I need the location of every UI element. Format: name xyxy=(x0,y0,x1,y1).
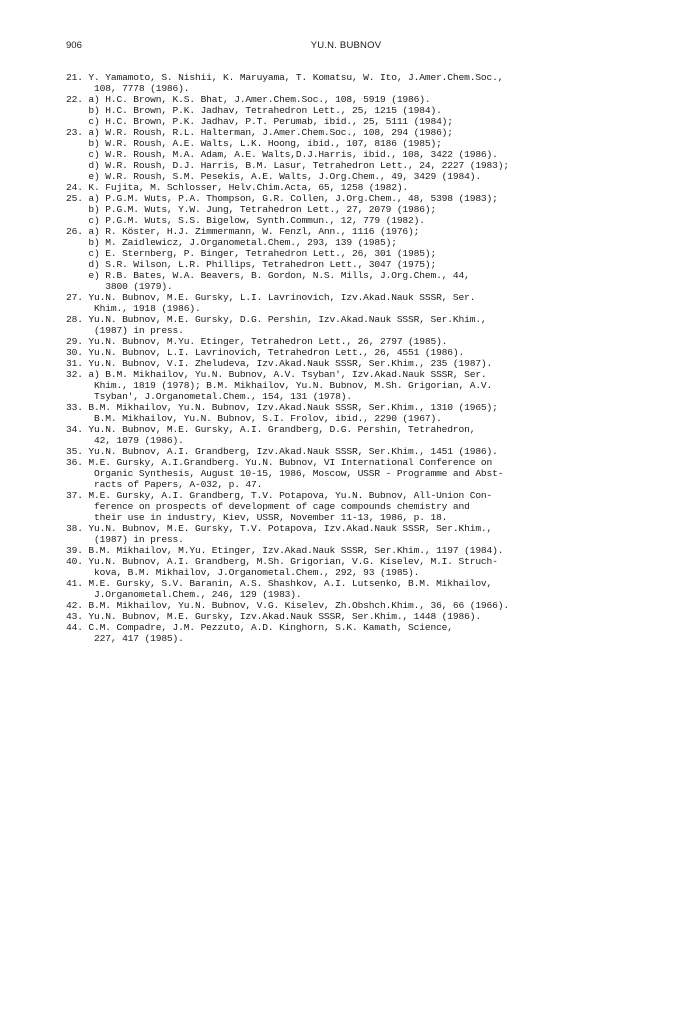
reference-line: 33. B.M. Mikhailov, Yu.N. Bubnov, Izv.Akad.Nauk SSSR, Ser.Khim., 1310 (1965); xyxy=(66,402,498,413)
reference-line: 30. Yu.N. Bubnov, L.I. Lavrinovich, Tetrahedron Lett., 26, 4551 (1986). xyxy=(66,347,465,358)
reference-line: c) H.C. Brown, P.K. Jadhav, P.T. Perumab, ibid., 25, 5111 (1984); xyxy=(66,116,453,127)
reference-line: 25. a) P.G.M. Wuts, P.A. Thompson, G.R. Collen, J.Org.Chem., 48, 5398 (1983); xyxy=(66,193,498,204)
reference-line: 36. M.E. Gursky, A.I.Grandberg. Yu.N. Bubnov, VI International Conference on xyxy=(66,457,493,468)
reference-line: b) P.G.M. Wuts, Y.W. Jung, Tetrahedron Lett., 27, 2079 (1986); xyxy=(66,204,437,215)
reference-line: 32. a) B.M. Mikhailov, Yu.N. Bubnov, A.V. Tsyban', Izv.Akad.Nauk SSSR, Ser. xyxy=(66,369,487,380)
reference-line: 28. Yu.N. Bubnov, M.E. Gursky, D.G. Pershin, Izv.Akad.Nauk SSSR, Ser.Khim., xyxy=(66,314,487,325)
reference-line: Khim., 1819 (1978); B.M. Mikhailov, Yu.N. Bubnov, M.Sh. Grigorian, A.V. xyxy=(66,380,493,391)
reference-line: c) E. Sternberg, P. Binger, Tetrahedron Lett., 26, 301 (1985); xyxy=(66,248,437,259)
reference-line: 40. Yu.N. Bubnov, A.I. Grandberg, M.Sh. Grigorian, V.G. Kiselev, M.I. Struch- xyxy=(66,556,498,567)
reference-line: 26. a) R. Köster, H.J. Zimmermann, W. Fenzl, Ann., 1116 (1976); xyxy=(66,226,420,237)
reference-line: 41. M.E. Gursky, S.V. Baranin, A.S. Shashkov, A.I. Lutsenko, B.M. Mikhailov, xyxy=(66,578,493,589)
reference-line: Tsyban', J.Organometal.Chem., 154, 131 (1978). xyxy=(66,391,352,402)
reference-list xyxy=(66,72,626,644)
reference-line: (1987) in press. xyxy=(66,325,184,336)
reference-line: d) S.R. Wilson, L.R. Phillips, Tetrahedron Lett., 3047 (1975); xyxy=(66,259,437,270)
reference-line: 21. Y. Yamamoto, S. Nishii, K. Maruyama, T. Komatsu, W. Ito, J.Amer.Chem.Soc., xyxy=(66,72,504,83)
reference-line: b) M. Zaidlewicz, J.Organometal.Chem., 293, 139 (1985); xyxy=(66,237,397,248)
reference-line: 27. Yu.N. Bubnov, M.E. Gursky, L.I. Lavrinovich, Izv.Akad.Nauk SSSR, Ser. xyxy=(66,292,476,303)
reference-line: 38. Yu.N. Bubnov, M.E. Gursky, T.V. Potapova, Izv.Akad.Nauk SSSR, Ser.Khim., xyxy=(66,523,493,534)
reference-line: 43. Yu.N. Bubnov, M.E. Gursky, Izv.Akad.Nauk SSSR, Ser.Khim., 1448 (1986). xyxy=(66,611,481,622)
reference-line: Khim., 1918 (1986). xyxy=(66,303,201,314)
reference-line: 42. B.M. Mikhailov, Yu.N. Bubnov, V.G. Kiselev, Zh.Obshch.Khim., 36, 66 (1966). xyxy=(66,600,509,611)
reference-line: B.M. Mikhailov, Yu.N. Bubnov, S.I. Frolov, ibid., 2290 (1967). xyxy=(66,413,442,424)
reference-line: 23. a) W.R. Roush, R.L. Halterman, J.Amer.Chem.Soc., 108, 294 (1986); xyxy=(66,127,453,138)
reference-line: c) P.G.M. Wuts, S.S. Bigelow, Synth.Commun., 12, 779 (1982). xyxy=(66,215,425,226)
reference-line: their use in industry, Kiev, USSR, November 11-13, 1986, p. 18. xyxy=(66,512,448,523)
reference-line: racts of Papers, A-032, p. 47. xyxy=(66,479,263,490)
reference-line: 42, 1079 (1986). xyxy=(66,435,184,446)
reference-line: 37. M.E. Gursky, A.I. Grandberg, T.V. Potapova, Yu.N. Bubnov, All-Union Con- xyxy=(66,490,493,501)
reference-line: c) W.R. Roush, M.A. Adam, A.E. Walts,D.J.Harris, ibid., 108, 3422 (1986). xyxy=(66,149,498,160)
reference-line: 29. Yu.N. Bubnov, M.Yu. Etinger, Tetrahedron Lett., 26, 2797 (1985). xyxy=(66,336,448,347)
reference-line: 108, 7778 (1986). xyxy=(66,83,190,94)
reference-line: J.Organometal.Chem., 246, 129 (1983). xyxy=(66,589,302,600)
reference-line: 24. K. Fujita, M. Schlosser, Helv.Chim.Acta, 65, 1258 (1982). xyxy=(66,182,409,193)
reference-line: 22. a) H.C. Brown, K.S. Bhat, J.Amer.Chem.Soc., 108, 5919 (1986). xyxy=(66,94,431,105)
reference-line: e) W.R. Roush, S.M. Pesekis, A.E. Walts, J.Org.Chem., 49, 3429 (1984). xyxy=(66,171,481,182)
page-number: 906 xyxy=(66,40,82,51)
page-header xyxy=(66,40,626,54)
running-title: YU.N. BUBNOV xyxy=(310,40,382,51)
reference-line: 227, 417 (1985). xyxy=(66,633,184,644)
reference-line: 31. Yu.N. Bubnov, V.I. Zheludeva, Izv.Akad.Nauk SSSR, Ser.Khim., 235 (1987). xyxy=(66,358,493,369)
reference-line: ference on prospects of development of cage compounds chemistry and xyxy=(66,501,470,512)
reference-line: 34. Yu.N. Bubnov, M.E. Gursky, A.I. Grandberg, D.G. Pershin, Tetrahedron, xyxy=(66,424,476,435)
reference-line: d) W.R. Roush, D.J. Harris, B.M. Lasur, Tetrahedron Lett., 24, 2227 (1983); xyxy=(66,160,509,171)
reference-line: kova, B.M. Mikhailov, J.Organometal.Chem., 292, 93 (1985). xyxy=(66,567,420,578)
reference-line: b) H.C. Brown, P.K. Jadhav, Tetrahedron Lett., 25, 1215 (1984). xyxy=(66,105,442,116)
reference-line: e) R.B. Bates, W.A. Beavers, B. Gordon, N.S. Mills, J.Org.Chem., 44, xyxy=(66,270,470,281)
reference-line: 44. C.M. Compadre, J.M. Pezzuto, A.D. Kinghorn, S.K. Kamath, Science, xyxy=(66,622,453,633)
reference-line: 3800 (1979). xyxy=(66,281,173,292)
reference-line: 35. Yu.N. Bubnov, A.I. Grandberg, Izv.Akad.Nauk SSSR, Ser.Khim., 1451 (1986). xyxy=(66,446,498,457)
reference-line: 39. B.M. Mikhailov, M.Yu. Etinger, Izv.Akad.Nauk SSSR, Ser.Khim., 1197 (1984). xyxy=(66,545,504,556)
reference-line: (1987) in press. xyxy=(66,534,184,545)
reference-line: Organic Synthesis, August 10-15, 1986, Moscow, USSR - Programme and Abst- xyxy=(66,468,504,479)
reference-line: b) W.R. Roush, A.E. Walts, L.K. Hoong, ibid., 107, 8186 (1985); xyxy=(66,138,442,149)
